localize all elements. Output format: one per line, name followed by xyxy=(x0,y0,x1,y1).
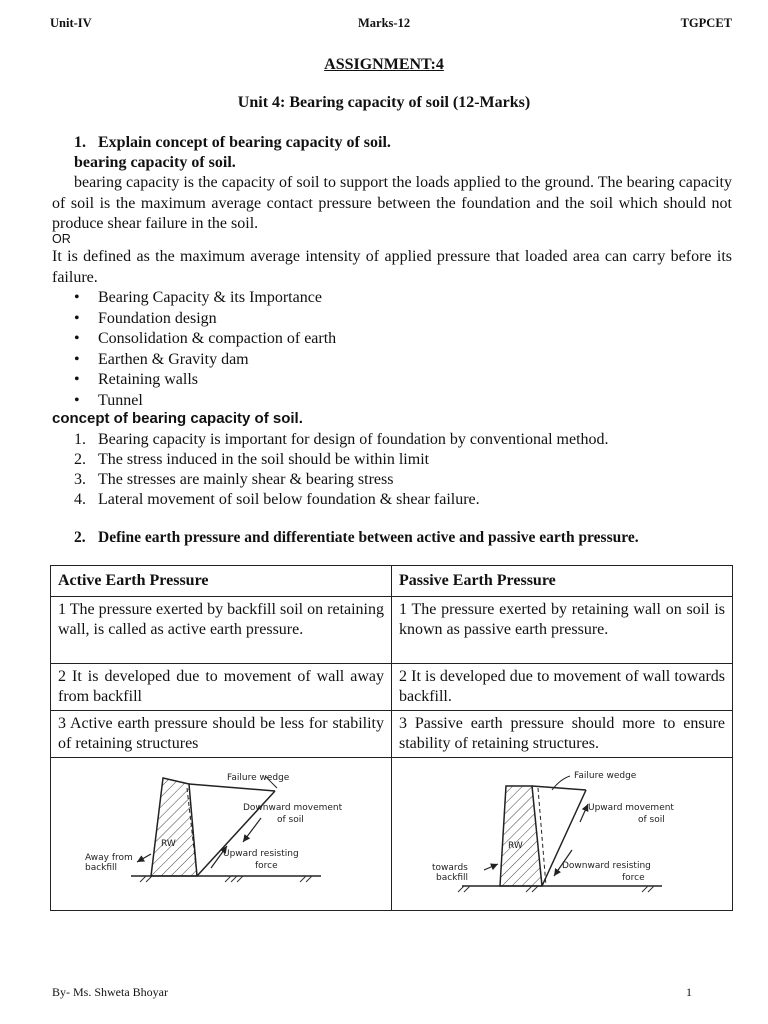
rw-label: RW xyxy=(508,841,523,851)
upward-arrow xyxy=(580,804,588,822)
table-cell: 2 It is developed due to movement of wall away from backfill xyxy=(51,664,392,711)
assignment-title: ASSIGNMENT:4 xyxy=(324,56,444,73)
page-number: 1 xyxy=(686,985,692,999)
downward-label-1: Downward movement xyxy=(243,803,343,813)
list-item: • Earthen & Gravity dam xyxy=(74,350,336,371)
towards-label-2: backfill xyxy=(436,873,469,883)
towards-label-1: towards xyxy=(432,863,468,873)
or-label: OR xyxy=(52,232,71,246)
question-2-number: 2. xyxy=(74,529,86,546)
backfill-surface xyxy=(189,784,275,791)
table-row xyxy=(51,758,733,911)
passive-diagram-cell xyxy=(392,758,733,911)
retaining-wall xyxy=(151,778,197,876)
header-marks: Marks-12 xyxy=(358,16,411,30)
failure-wedge-label: Failure wedge xyxy=(227,773,290,783)
rw-label: RW xyxy=(161,839,176,849)
list-item: 1. Bearing capacity is important for design of foundation by conventional method. xyxy=(74,431,609,448)
table-row xyxy=(51,664,733,711)
list-item: • Foundation design xyxy=(74,309,336,330)
list-item: • Consolidation & compaction of earth xyxy=(74,329,336,350)
upward-label-1: Upward movement xyxy=(588,803,674,813)
failure-plane xyxy=(542,790,586,886)
q1-definition-2: It is defined as the maximum average intensity of applied pressure that loaded area can carry before its failure. xyxy=(52,248,732,286)
active-pressure-diagram xyxy=(51,758,391,916)
footer-author: By- Ms. Shweta Bhoyar xyxy=(52,985,168,999)
question-1-number: 1. xyxy=(74,134,86,151)
away-label-2: backfill xyxy=(85,863,118,873)
q1-subheading: bearing capacity of soil. xyxy=(74,154,236,171)
ground-hatch xyxy=(140,876,312,882)
list-item: 2. The stress induced in the soil should be within limit xyxy=(74,451,430,468)
resisting-label-2: force xyxy=(255,861,278,871)
header-unit: Unit-IV xyxy=(50,16,92,30)
downward-arrow xyxy=(243,818,261,842)
table-cell: 1 The pressure exerted by retaining wall on soil is known as passive earth pressure. xyxy=(392,597,733,664)
table-cell: 3 Passive earth pressure should more to ensure stability of retaining structures. xyxy=(392,711,733,758)
unit-heading: Unit 4: Bearing capacity of soil (12-Marks) xyxy=(237,94,531,111)
concept-heading: concept of bearing capacity of soil. xyxy=(52,410,303,427)
table-row xyxy=(51,711,733,758)
passive-pressure-diagram xyxy=(392,758,732,916)
downward-label-2: of soil xyxy=(277,815,304,825)
column-header-active: Active Earth Pressure xyxy=(51,566,392,597)
table-row xyxy=(51,597,733,664)
upward-label-2: of soil xyxy=(638,815,665,825)
list-item: • Bearing Capacity & its Importance xyxy=(74,288,336,309)
table-cell: 2 It is developed due to movement of wall towards backfill. xyxy=(392,664,733,711)
question-2 xyxy=(74,529,639,547)
concept-points xyxy=(74,430,609,510)
q1-definition: bearing capacity is the capacity of soil to support the loads applied to the ground. The bearing capacity of soil is the maximum average contact pressure between the foundation and the soil which should not produce shear failure in the soil. xyxy=(52,174,732,232)
retaining-wall xyxy=(500,786,542,886)
active-diagram-cell xyxy=(51,758,392,911)
page-footer xyxy=(52,985,692,1000)
resisting-label-1: Upward resisting xyxy=(223,849,299,859)
table-cell: 1 The pressure exerted by backfill soil on retaining wall, is called as active earth pressure. xyxy=(51,597,392,664)
table-cell: 3 Active earth pressure should be less for stability of retaining structures xyxy=(51,711,392,758)
ground-hatch xyxy=(458,886,654,892)
towards-arrow xyxy=(484,864,498,870)
page-header xyxy=(50,16,732,34)
importance-list xyxy=(74,288,336,411)
question-1-text: Explain concept of bearing capacity of soil. xyxy=(98,134,391,151)
list-item: • Tunnel xyxy=(74,391,336,412)
list-item: • Retaining walls xyxy=(74,370,336,391)
header-college: TGPCET xyxy=(680,16,732,30)
resisting-label-2: force xyxy=(622,873,645,883)
question-1 xyxy=(74,134,391,152)
failure-wedge-label: Failure wedge xyxy=(574,771,637,781)
list-item: 3. The stresses are mainly shear & bearing stress xyxy=(74,471,394,488)
table-header-row xyxy=(51,566,733,597)
earth-pressure-table xyxy=(50,565,733,911)
away-label-1: Away from xyxy=(85,853,133,863)
column-header-passive: Passive Earth Pressure xyxy=(392,566,733,597)
backfill-surface xyxy=(532,786,586,790)
resisting-label-1: Downward resisting xyxy=(562,861,651,871)
away-arrow xyxy=(137,854,151,862)
question-2-text: Define earth pressure and differentiate between active and passive earth pressure. xyxy=(98,529,639,546)
list-item: 4. Lateral movement of soil below foundation & shear failure. xyxy=(74,491,480,508)
